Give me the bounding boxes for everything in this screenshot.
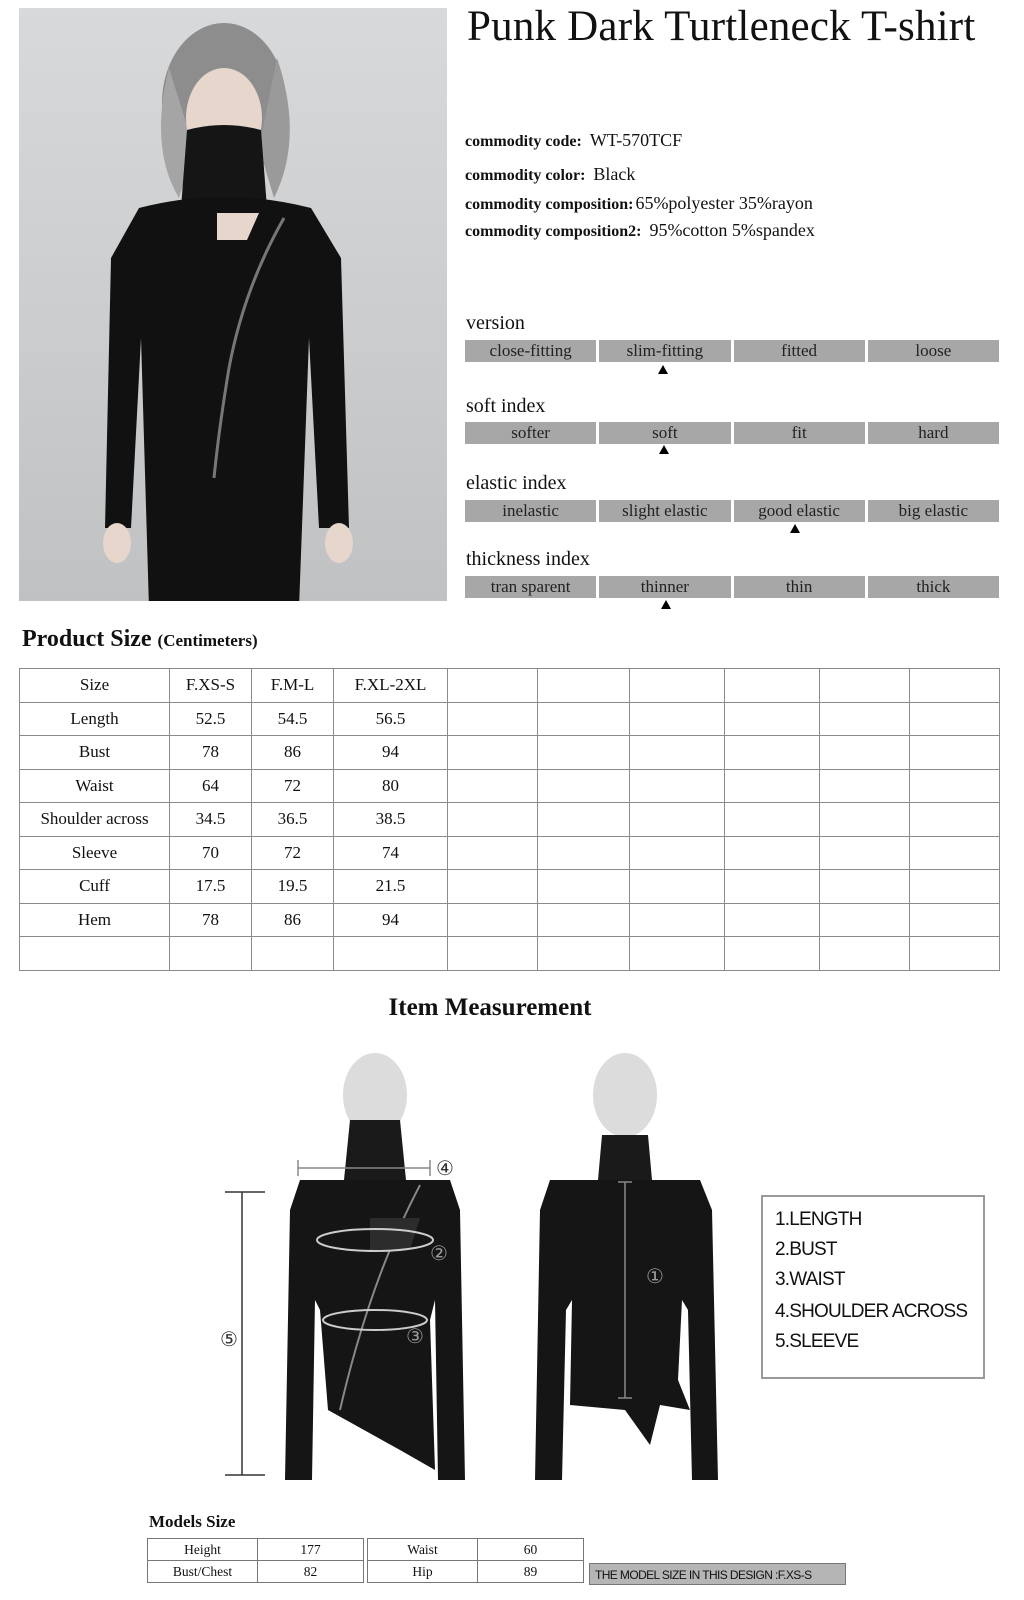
spec-composition-value: 65%polyester 35%rayon [635, 193, 813, 213]
empty-cell [448, 903, 538, 937]
table-cell: 74 [334, 836, 448, 870]
table-cell: 52.5 [170, 702, 252, 736]
spec-composition-label: commodity composition: [465, 196, 634, 213]
empty-cell [820, 870, 910, 904]
empty-cell [820, 937, 910, 971]
elastic-index-marker-icon [790, 524, 800, 533]
empty-cell [725, 937, 820, 971]
table-cell: 72 [252, 769, 334, 803]
empty-cell [910, 702, 1000, 736]
measurement-diagram [220, 1050, 740, 1490]
spec-code-label: commodity code: [465, 133, 582, 150]
table-row [20, 836, 1000, 870]
header-cell: F.XS-S [170, 669, 252, 703]
models-label: Bust/Chest [148, 1561, 258, 1583]
empty-cell [448, 803, 538, 837]
table-cell: 19.5 [252, 870, 334, 904]
product-size-title [22, 626, 258, 653]
empty-cell [630, 702, 725, 736]
empty-cell [538, 769, 630, 803]
empty-cell [170, 937, 252, 971]
header-cell: F.M-L [252, 669, 334, 703]
spec-code-value: WT-570TCF [589, 130, 683, 150]
empty-cell [820, 836, 910, 870]
table-header-row [20, 669, 1000, 703]
empty-cell [538, 736, 630, 770]
thickness-index-option: thin [734, 576, 865, 598]
empty-cell [630, 803, 725, 837]
table-cell: 17.5 [170, 870, 252, 904]
spec-composition [465, 193, 813, 214]
table-cell: 34.5 [170, 803, 252, 837]
table-cell: 78 [170, 736, 252, 770]
elastic-index-option: big elastic [868, 500, 999, 522]
row-label: Waist [20, 769, 170, 803]
thickness-index-option: tran sparent [465, 576, 596, 598]
elastic-index-label: elastic index [466, 472, 567, 494]
spec-composition2-value: 95%cotton 5%spandex [649, 220, 815, 240]
marker-length: ① [646, 1264, 664, 1288]
table-cell: 56.5 [334, 702, 448, 736]
legend-item: 2.BUST [775, 1239, 837, 1260]
empty-cell [910, 836, 1000, 870]
table-row [148, 1539, 584, 1561]
marker-sleeve: ⑤ [220, 1327, 238, 1351]
table-cell: 80 [334, 769, 448, 803]
table-row [20, 870, 1000, 904]
header-cell: F.XL-2XL [334, 669, 448, 703]
models-size-note: THE MODEL SIZE IN THIS DESIGN :F.XS-S [589, 1563, 846, 1585]
row-label: Shoulder across [20, 803, 170, 837]
product-photo [19, 8, 447, 601]
empty-cell [538, 669, 630, 703]
empty-cell [20, 937, 170, 971]
soft-index-option: hard [868, 422, 999, 444]
thickness-index-bar [465, 576, 999, 598]
soft-index-bar [465, 422, 999, 444]
empty-cell [725, 769, 820, 803]
product-size-table [19, 668, 1000, 971]
table-cell: 21.5 [334, 870, 448, 904]
empty-cell [448, 870, 538, 904]
empty-cell [725, 870, 820, 904]
empty-cell [538, 937, 630, 971]
spec-code [465, 130, 682, 151]
empty-cell [725, 836, 820, 870]
spec-composition2 [465, 220, 815, 241]
spec-composition2-label: commodity composition2: [465, 223, 642, 240]
model-illustration [19, 8, 447, 601]
spec-color-label: commodity color: [465, 167, 586, 184]
row-label: Bust [20, 736, 170, 770]
version-option: slim-fitting [599, 340, 730, 362]
table-row [20, 803, 1000, 837]
empty-cell [630, 903, 725, 937]
product-size-heading: Product Size [22, 626, 152, 652]
spec-color [465, 164, 635, 185]
version-option: fitted [734, 340, 865, 362]
models-size-title: Models Size [149, 1512, 236, 1531]
empty-cell [334, 937, 448, 971]
empty-cell [910, 870, 1000, 904]
empty-cell [820, 769, 910, 803]
marker-waist: ③ [406, 1324, 424, 1348]
elastic-index-bar [465, 500, 999, 522]
table-cell: 94 [334, 903, 448, 937]
legend-item: 3.WAIST [775, 1269, 845, 1290]
row-label: Sleeve [20, 836, 170, 870]
models-value: 177 [258, 1539, 364, 1561]
product-size-unit: (Centimeters) [157, 631, 258, 650]
row-label: Cuff [20, 870, 170, 904]
empty-cell [725, 903, 820, 937]
models-value: 82 [258, 1561, 364, 1583]
empty-cell [630, 937, 725, 971]
empty-cell [448, 736, 538, 770]
empty-cell [448, 836, 538, 870]
models-value: 89 [478, 1561, 584, 1583]
empty-cell [538, 702, 630, 736]
product-title: Punk Dark Turtleneck T-shirt [467, 3, 976, 50]
soft-index-label: soft index [466, 395, 546, 417]
legend-item: 4.SHOULDER ACROSS [775, 1301, 968, 1322]
row-label: Length [20, 702, 170, 736]
empty-cell [448, 769, 538, 803]
soft-index-option: fit [734, 422, 865, 444]
table-cell: 86 [252, 736, 334, 770]
table-cell: 86 [252, 903, 334, 937]
marker-bust: ② [430, 1241, 448, 1265]
table-row [148, 1561, 584, 1583]
table-cell: 64 [170, 769, 252, 803]
empty-cell [725, 736, 820, 770]
table-cell: 94 [334, 736, 448, 770]
elastic-index-option: good elastic [734, 500, 865, 522]
header-cell: Size [20, 669, 170, 703]
item-measurement-title: Item Measurement [388, 994, 592, 1021]
measurement-legend [761, 1195, 985, 1379]
table-row [20, 903, 1000, 937]
soft-index-option: softer [465, 422, 596, 444]
empty-cell [538, 803, 630, 837]
empty-cell [538, 836, 630, 870]
empty-cell [725, 669, 820, 703]
models-size-table [147, 1538, 584, 1583]
version-option: close-fitting [465, 340, 596, 362]
thickness-index-option: thinner [599, 576, 730, 598]
empty-cell [725, 702, 820, 736]
models-label: Waist [368, 1539, 478, 1561]
version-marker-icon [658, 365, 668, 374]
legend-item: 1.LENGTH [775, 1209, 862, 1230]
table-row [20, 702, 1000, 736]
soft-index-option: soft [599, 422, 730, 444]
table-cell: 36.5 [252, 803, 334, 837]
table-row [20, 937, 1000, 971]
empty-cell [630, 769, 725, 803]
empty-cell [820, 803, 910, 837]
empty-cell [910, 803, 1000, 837]
elastic-index-option: inelastic [465, 500, 596, 522]
version-bar [465, 340, 999, 362]
thickness-index-label: thickness index [466, 548, 590, 570]
soft-index-marker-icon [659, 445, 669, 454]
table-cell: 78 [170, 903, 252, 937]
empty-cell [910, 937, 1000, 971]
thickness-index-marker-icon [661, 600, 671, 609]
row-label: Hem [20, 903, 170, 937]
empty-cell [910, 736, 1000, 770]
version-option: loose [868, 340, 999, 362]
table-row [20, 769, 1000, 803]
empty-cell [448, 669, 538, 703]
legend-item: 5.SLEEVE [775, 1331, 859, 1352]
empty-cell [725, 803, 820, 837]
table-cell: 54.5 [252, 702, 334, 736]
empty-cell [538, 870, 630, 904]
empty-cell [820, 702, 910, 736]
empty-cell [820, 903, 910, 937]
empty-cell [630, 669, 725, 703]
back-view-garment [535, 1053, 718, 1480]
empty-cell [910, 769, 1000, 803]
table-cell: 72 [252, 836, 334, 870]
models-label: Hip [368, 1561, 478, 1583]
version-label: version [466, 312, 525, 334]
table-row [20, 736, 1000, 770]
empty-cell [910, 903, 1000, 937]
models-label: Height [148, 1539, 258, 1561]
marker-shoulder: ④ [436, 1156, 454, 1180]
thickness-index-option: thick [868, 576, 999, 598]
empty-cell [630, 736, 725, 770]
empty-cell [820, 736, 910, 770]
empty-cell [252, 937, 334, 971]
empty-cell [538, 903, 630, 937]
empty-cell [630, 870, 725, 904]
empty-cell [630, 836, 725, 870]
empty-cell [448, 702, 538, 736]
empty-cell [820, 669, 910, 703]
elastic-index-option: slight elastic [599, 500, 730, 522]
empty-cell [448, 937, 538, 971]
spec-color-value: Black [593, 164, 636, 184]
table-cell: 38.5 [334, 803, 448, 837]
table-cell: 70 [170, 836, 252, 870]
front-view-garment [285, 1053, 465, 1480]
models-value: 60 [478, 1539, 584, 1561]
empty-cell [910, 669, 1000, 703]
